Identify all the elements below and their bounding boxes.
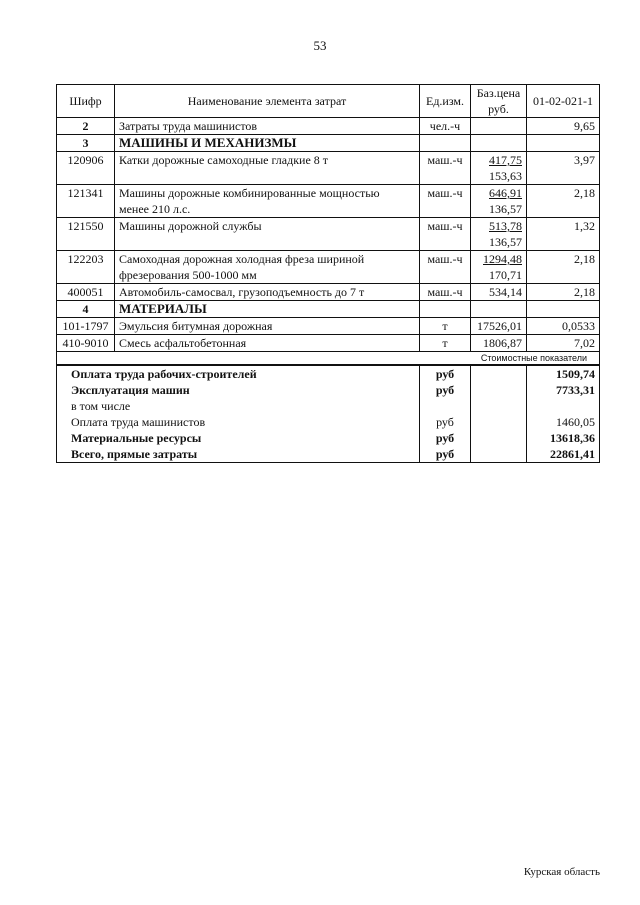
price-operator-wage: 153,63 xyxy=(489,169,522,183)
row-name xyxy=(115,251,420,284)
summary-row xyxy=(57,430,600,446)
row-value: 7,02 xyxy=(527,335,600,352)
price-operator-wage: 136,57 xyxy=(489,202,522,216)
row-value: 2,18 xyxy=(527,185,600,218)
empty-cell xyxy=(471,301,527,318)
summary-row xyxy=(57,398,600,414)
summary-row xyxy=(57,446,600,463)
row-unit: чел.-ч xyxy=(420,118,471,135)
row-price xyxy=(471,152,527,185)
row-name-line: фрезерования 500-1000 мм xyxy=(119,268,257,282)
row-price: 1806,87 xyxy=(471,335,527,352)
empty-cell xyxy=(471,382,527,398)
summary-unit: руб xyxy=(420,365,471,382)
empty-cell xyxy=(471,135,527,152)
price-operator-wage: 170,71 xyxy=(489,268,522,282)
summary-unit xyxy=(420,398,471,414)
header-code: Шифр xyxy=(57,85,115,118)
empty-cell xyxy=(471,365,527,382)
row-name xyxy=(115,218,420,251)
row-unit: маш.-ч xyxy=(420,218,471,251)
summary-unit: руб xyxy=(420,430,471,446)
row-value: 0,0533 xyxy=(527,318,600,335)
summary-row xyxy=(57,414,600,430)
row-price xyxy=(471,218,527,251)
empty-cell xyxy=(471,398,527,414)
row-code: 2 xyxy=(57,118,115,135)
price-total: 1294,48 xyxy=(483,252,522,266)
row-code: 410-9010 xyxy=(57,335,115,352)
header-price: Баз.цена руб. xyxy=(471,85,527,118)
summary-value: 7733,31 xyxy=(527,382,600,398)
row-name-line: Машины дорожной службы xyxy=(119,219,262,233)
summary-name: в том числе xyxy=(57,398,420,414)
row-value: 3,97 xyxy=(527,152,600,185)
header-name: Наименование элемента затрат xyxy=(115,85,420,118)
row-name-line: Автомобиль-самосвал, грузоподъемность до 7 т xyxy=(119,285,365,299)
summary-value: 1460,05 xyxy=(527,414,600,430)
region-footer: Курская область xyxy=(523,866,600,878)
row-name-line: Катки дорожные самоходные гладкие 8 т xyxy=(119,153,329,167)
row-code: 120906 xyxy=(57,152,115,185)
row-unit: маш.-ч xyxy=(420,152,471,185)
price-total: 417,75 xyxy=(489,153,522,167)
row-unit: т xyxy=(420,318,471,335)
machine-row xyxy=(57,152,600,185)
machine-row xyxy=(57,185,600,218)
summary-row xyxy=(57,365,600,382)
summary-name: Всего, прямые затраты xyxy=(57,446,420,463)
empty-cell xyxy=(471,414,527,430)
row-price xyxy=(471,118,527,135)
row-name: Смесь асфальтобетонная xyxy=(115,335,420,352)
row-name-line: Самоходная дорожная холодная фреза шириной xyxy=(119,252,365,266)
labor-row xyxy=(57,118,600,135)
summary-value: 1509,74 xyxy=(527,365,600,382)
section-row-machines xyxy=(57,135,600,152)
section-title: МАШИНЫ И МЕХАНИЗМЫ xyxy=(115,135,420,152)
summary-row xyxy=(57,382,600,398)
material-row xyxy=(57,318,600,335)
summary-unit: руб xyxy=(420,382,471,398)
row-price xyxy=(471,185,527,218)
summary-unit: руб xyxy=(420,414,471,430)
summary-name: Эксплуатация машин xyxy=(57,382,420,398)
row-price: 17526,01 xyxy=(471,318,527,335)
resource-cost-table xyxy=(56,84,600,463)
row-name xyxy=(115,185,420,218)
section-row-materials xyxy=(57,301,600,318)
summary-unit: руб xyxy=(420,446,471,463)
row-code: 122203 xyxy=(57,251,115,284)
material-row xyxy=(57,335,600,352)
cost-caption-row xyxy=(57,352,600,366)
row-name xyxy=(115,284,420,301)
summary-name: Материальные ресурсы xyxy=(57,430,420,446)
summary-value: 22861,41 xyxy=(527,446,600,463)
header-norm: 01-02-021-1 xyxy=(527,85,600,118)
machine-row xyxy=(57,218,600,251)
row-price xyxy=(471,251,527,284)
summary-value: 13618,36 xyxy=(527,430,600,446)
price-total: 534,14 xyxy=(489,285,522,299)
row-value: 2,18 xyxy=(527,251,600,284)
header-unit: Ед.изм. xyxy=(420,85,471,118)
empty-cell xyxy=(527,135,600,152)
price-operator-wage: 136,57 xyxy=(489,235,522,249)
empty-cell xyxy=(471,446,527,463)
empty-cell xyxy=(527,301,600,318)
row-price xyxy=(471,284,527,301)
empty-cell xyxy=(420,135,471,152)
row-name xyxy=(115,152,420,185)
empty-cell xyxy=(420,301,471,318)
table-header-row xyxy=(57,85,600,118)
price-total: 646,91 xyxy=(489,186,522,200)
machine-row xyxy=(57,284,600,301)
row-unit: маш.-ч xyxy=(420,284,471,301)
row-unit: маш.-ч xyxy=(420,251,471,284)
row-value: 2,18 xyxy=(527,284,600,301)
cost-caption: Стоимостные показатели xyxy=(57,352,600,366)
row-value: 1,32 xyxy=(527,218,600,251)
empty-cell xyxy=(471,430,527,446)
row-code: 121341 xyxy=(57,185,115,218)
row-name-line: менее 210 л.с. xyxy=(119,202,191,216)
row-code: 121550 xyxy=(57,218,115,251)
price-total: 513,78 xyxy=(489,219,522,233)
row-name-line: Машины дорожные комбинированные мощностью xyxy=(119,186,380,200)
row-name: Затраты труда машинистов xyxy=(115,118,420,135)
page-number: 53 xyxy=(313,38,327,53)
section-code: 3 xyxy=(57,135,115,152)
summary-name: Оплата труда рабочих-строителей xyxy=(57,365,420,382)
summary-value xyxy=(527,398,600,414)
machine-row xyxy=(57,251,600,284)
section-code: 4 xyxy=(57,301,115,318)
row-unit: маш.-ч xyxy=(420,185,471,218)
row-unit: т xyxy=(420,335,471,352)
summary-name: Оплата труда машинистов xyxy=(57,414,420,430)
row-code: 101-1797 xyxy=(57,318,115,335)
row-value: 9,65 xyxy=(527,118,600,135)
section-title: МАТЕРИАЛЫ xyxy=(115,301,420,318)
row-code: 400051 xyxy=(57,284,115,301)
row-name: Эмульсия битумная дорожная xyxy=(115,318,420,335)
